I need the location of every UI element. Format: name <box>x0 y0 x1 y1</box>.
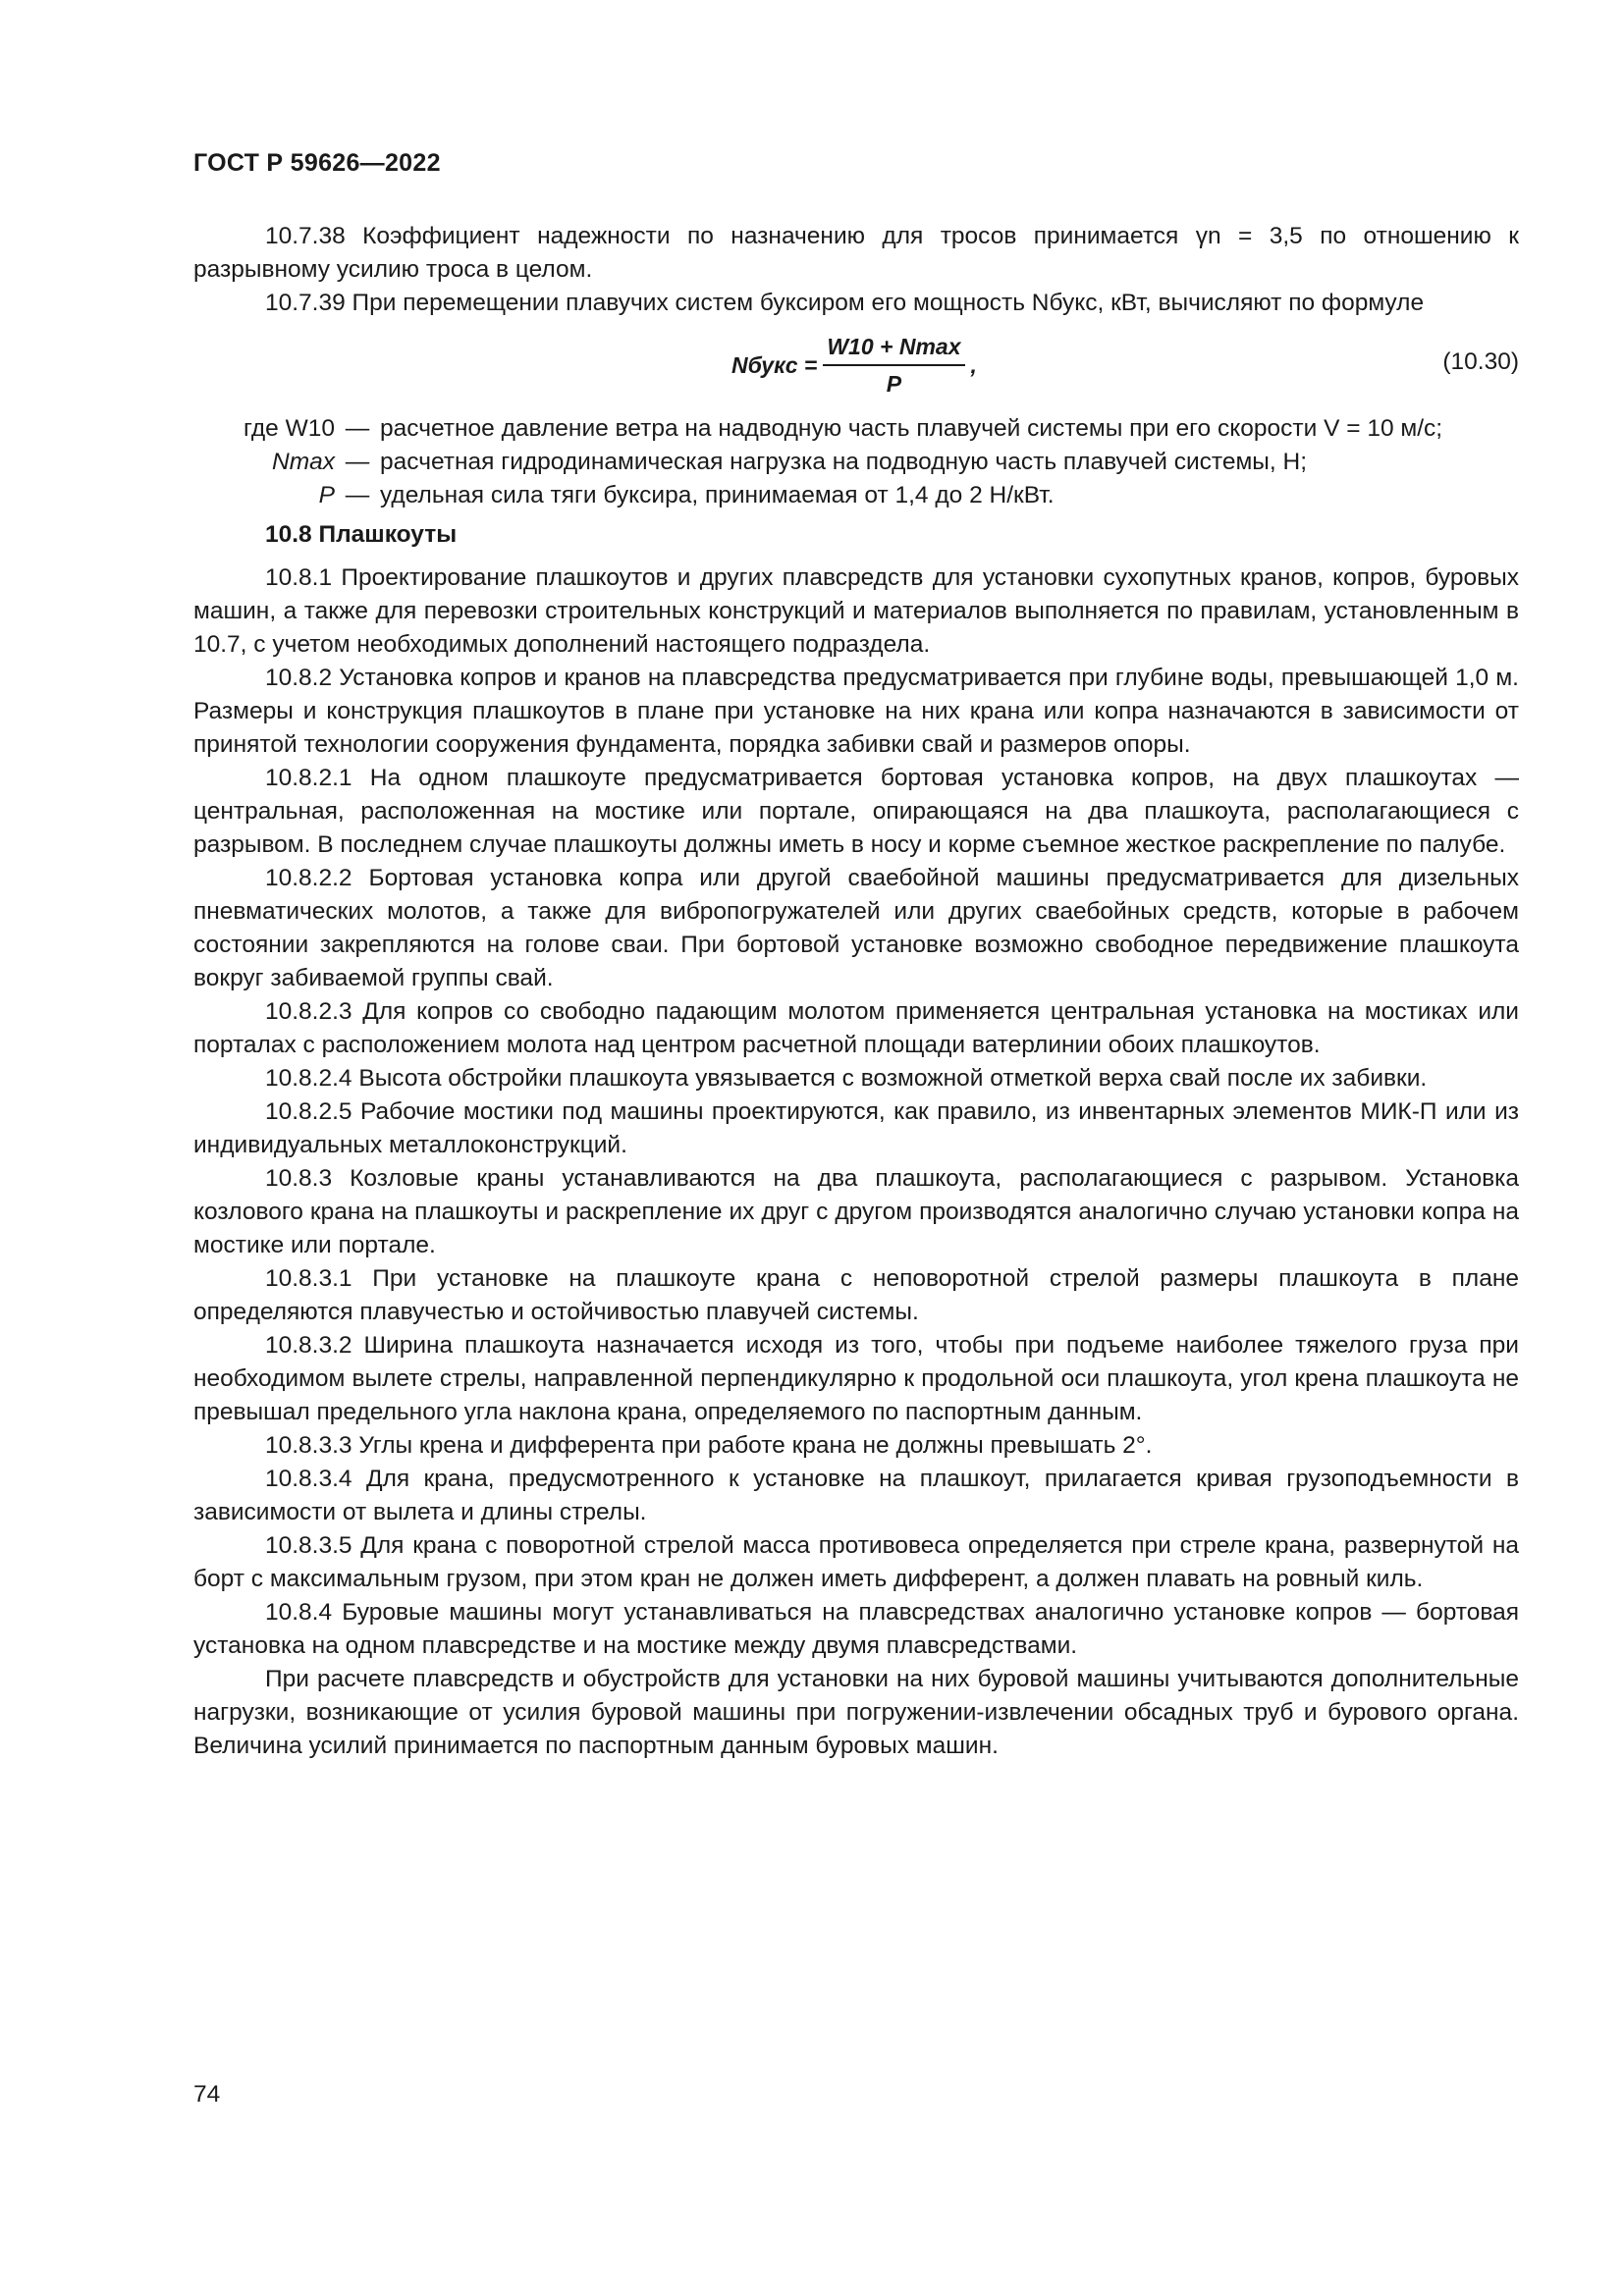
paragraph-10-7-39: 10.7.39 При перемещении плавучих систем буксиром его мощность Nбукс, кВт, вычисляют по формуле <box>265 290 1425 316</box>
where-dash: — <box>345 449 370 475</box>
where-item <box>193 412 1519 446</box>
paragraph: 10.8.2 Установка копров и кранов на плавсредства предусматривается при глубине воды, превышающей 1,0 м. Размеры и конструкция плашкоутов в плане при установке на них крана или копра назначаются в зависимости от принятой технологии сооружения фундамента, порядка забивки свай и размеров опоры. <box>193 665 1519 758</box>
paragraph: 10.8.3.5 Для крана с поворотной стрелой масса противовеса определяется при стреле крана, развернутой на борт с максимальным грузом, при этом кран не должен иметь дифферент, а должен плавать на ровный киль. <box>193 1532 1519 1592</box>
paragraph: 10.8.2.5 Рабочие мостики под машины проектируются, как правило, из инвентарных элементов МИК-П или из индивидуальных металлоконструкций. <box>193 1098 1519 1158</box>
paragraph: 10.8.3.4 Для крана, предусмотренного к установке на плашкоут, прилагается кривая грузоподъемности в зависимости от вылета и длины стрелы. <box>193 1466 1519 1525</box>
where-text: расчетная гидродинамическая нагрузка на подводную часть плавучей системы, Н; <box>380 449 1308 475</box>
where-item <box>193 479 1519 512</box>
formula-10-30 <box>193 324 1519 406</box>
where-symbol: где W10 <box>244 415 335 442</box>
where-dash: — <box>345 482 370 508</box>
paragraph: 10.8.2.4 Высота обстройки плашкоута увязывается с возможной отметкой верха свай после их забивки. <box>265 1065 1428 1092</box>
section-title: 10.8 Плашкоуты <box>265 521 458 548</box>
where-item <box>193 446 1519 479</box>
formula-fraction <box>823 330 964 400</box>
formula-numerator: W10 + Nmax <box>823 330 964 366</box>
where-symbol: Nmax <box>272 449 335 475</box>
paragraph: 10.8.2.2 Бортовая установка копра или другой сваебойной машины предусматривается для дизельных пневматических молотов, а также для вибропогружателей или других сваебойных средств, которые в рабочем состоянии закрепляются на голове сваи. При бортовой установке возможно свободное передвижение плашкоута вокруг забиваемой группы свай. <box>193 865 1519 991</box>
paragraph: 10.8.3 Козловые краны устанавливаются на два плашкоута, располагающиеся с разрывом. Установка козлового крана на плашкоуты и раскрепление их друг с другом производятся аналогично случаю установки копра на мостике или портале. <box>193 1165 1519 1258</box>
paragraph: При расчете плавсредств и обустройств для установки на них буровой машины учитываются дополнительные нагрузки, возникающие от усилия буровой машины при погружении-извлечении обсадных труб и бурового органа. Величина усилий принимается по паспортным данным буровых машин. <box>193 1666 1519 1759</box>
formula-lhs: Nбукс = <box>731 352 818 378</box>
paragraph: 10.8.2.3 Для копров со свободно падающим молотом применяется центральная установка на мостиках или порталах с расположением молота над центром расчетной площади ватерлинии обоих плашкоутов. <box>193 998 1519 1058</box>
paragraph: 10.8.3.2 Ширина плашкоута назначается исходя из того, чтобы при подъеме наиболее тяжелого груза при необходимом вылете стрелы, направленной перпендикулярно к продольной оси плашкоута, угол крена плашкоута не превышал предельного угла наклона крана, определяемого по паспортным данным. <box>193 1332 1519 1425</box>
paragraph: 10.8.3.3 Углы крена и дифферента при работе крана не должны превышать 2°. <box>265 1432 1153 1459</box>
formula-expression <box>731 330 977 400</box>
document-header: ГОСТ Р 59626—2022 <box>193 149 441 177</box>
paragraph: 10.8.1 Проектирование плашкоутов и других плавсредств для установки сухопутных кранов, копров, буровых машин, а также для перевозки строительных конструкций и материалов выполняется по правилам, установленным в 10.7, с учетом необходимых дополнений настоящего подраздела. <box>193 564 1519 658</box>
formula-number: (10.30) <box>1442 348 1519 375</box>
document-body <box>193 220 1519 1763</box>
paragraph: 10.8.2.1 На одном плашкоуте предусматривается бортовая установка копров, на двух плашкоутах — центральная, расположенная на мостике или портале, опирающаяся на два плашкоута, располагающиеся с разрывом. В последнем случае плашкоуты должны иметь в носу и корме съемное жесткое раскрепление по палубе. <box>193 765 1519 858</box>
where-list <box>193 412 1519 512</box>
page-number: 74 <box>193 2081 221 2108</box>
where-dash: — <box>345 415 370 442</box>
paragraph-10-7-38: 10.7.38 Коэффициент надежности по назначению для тросов принимается γn = 3,5 по отношению к разрывному усилию троса в целом. <box>193 223 1519 283</box>
formula-denominator: P <box>886 371 902 397</box>
paragraph: 10.8.3.1 При установке на плашкоуте крана с неповоротной стрелой размеры плашкоута в плане определяются плавучестью и остойчивостью плавучей системы. <box>193 1265 1519 1325</box>
formula-tail: , <box>970 352 977 378</box>
where-text: удельная сила тяги буксира, принимаемая от 1,4 до 2 Н/кВт. <box>380 482 1055 508</box>
where-symbol: P <box>318 482 335 508</box>
paragraph: 10.8.4 Буровые машины могут устанавливаться на плавсредствах аналогично установке копров — бортовая установка на одном плавсредстве и на мостике между двумя плавсредствами. <box>193 1599 1519 1659</box>
where-text: расчетное давление ветра на надводную часть плавучей системы при его скорости V = 10 м/с; <box>380 415 1443 442</box>
